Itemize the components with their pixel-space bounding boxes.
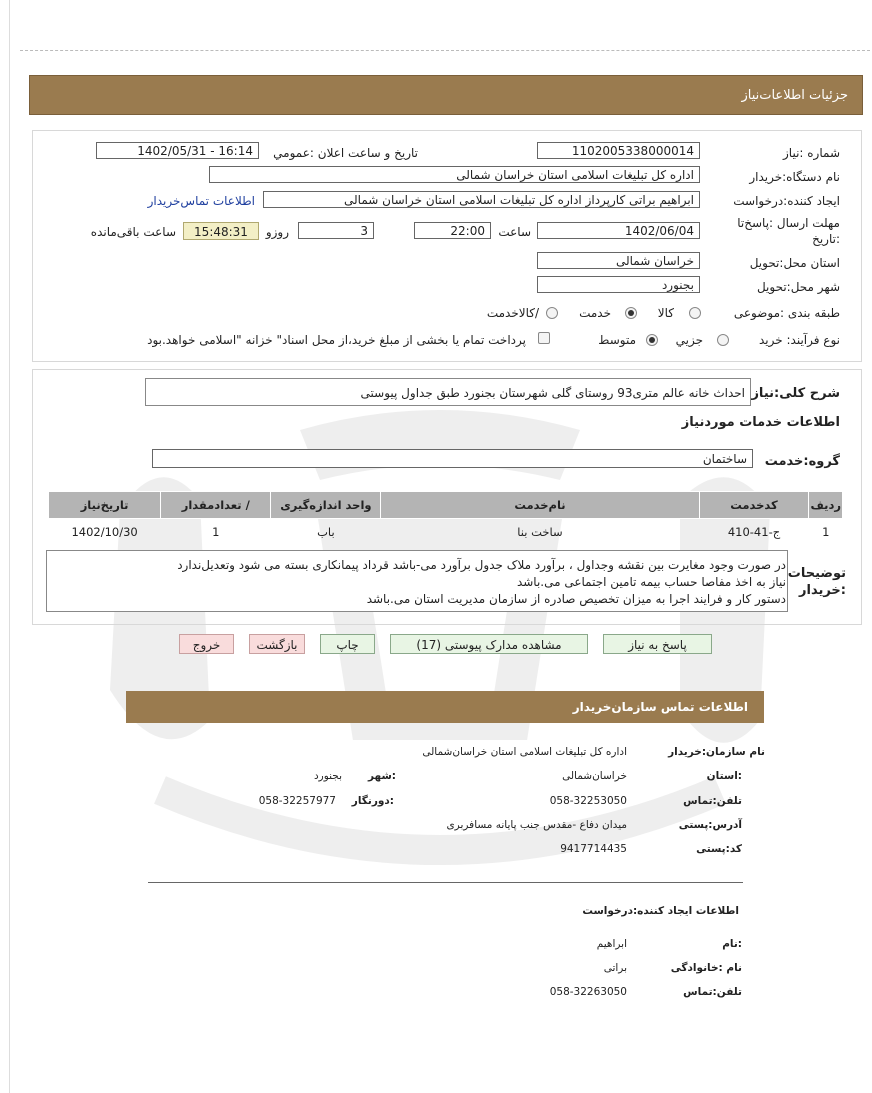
row-index-cell: 1 (809, 519, 843, 546)
treasury-payment-label: پرداخت تمام یا بخشی از مبلغ خرید،از محل اسناد" خزانه "اسلامی خواهد.بود (147, 333, 526, 347)
buyer-org-field: اداره کل تبلیغات اسلامی استان خراسان شمالی (209, 166, 700, 183)
buyer-notes-label-2: :خریدار (799, 583, 846, 598)
category-service-radio[interactable] (625, 307, 637, 319)
creator-family-label: نام :خانوادگی (670, 962, 742, 974)
process-small-radio[interactable] (717, 334, 729, 346)
services-title: اطلاعات خدمات موردنیاز (681, 415, 840, 430)
contact-postal-label: کد:پستی (696, 843, 742, 855)
announce-date-field: 1402/05/31 - 16:14 (96, 142, 259, 159)
deadline-label-1: مهلت ارسال :پاسخ‌تا (737, 216, 840, 230)
delivery-city-field: بجنورد (537, 276, 700, 293)
creator-phone-value: 058-32263050 (549, 986, 627, 998)
buyer-org-label: نام دستگاه:خریدار (749, 170, 840, 184)
col-unit-header: واحد اندازه‌گیری (271, 492, 381, 519)
contact-phone-value: 058-32253050 (549, 795, 627, 807)
page-header (29, 75, 863, 115)
contact-address-value: میدان دفاع -مقدس جنب پایانه مسافربری (446, 819, 627, 831)
contact-section-header (126, 691, 764, 723)
contact-province-label: :استان (706, 770, 742, 782)
category-both-label: /کالاخدمت (486, 306, 539, 320)
category-goods-label: کالا (657, 306, 674, 320)
buyer-note-3: دستور کار و فرایند اجرا به میزان تخصیص صادره از سازمان مدیریت استان می.باشد (366, 592, 786, 606)
col-date-header: تاریخ‌نیاز (49, 492, 161, 519)
view-documents-button[interactable]: مشاهده مدارک پیوستی (17) (390, 634, 588, 654)
contact-fax-value: 058-32257977 (258, 795, 336, 807)
buyer-notes-label-1: توضیحات (787, 566, 846, 581)
remaining-label: ساعت باقی‌مانده (90, 225, 176, 239)
contact-province-value: خراسان‌شمالی (562, 770, 627, 782)
summary-label: شرح کلی:نیاز (751, 386, 840, 401)
deadline-hour-label: ساعت (498, 225, 531, 239)
process-medium-label: متوسط (598, 333, 636, 347)
process-small-label: جزیي (675, 333, 703, 347)
deadline-time-field: 22:00 (414, 222, 491, 239)
category-service-label: خدمت (579, 306, 611, 320)
creator-phone-label: تلفن:تماس (683, 986, 742, 998)
exit-button[interactable]: خروج (179, 634, 234, 654)
service-code-cell: ج-41-410 (699, 519, 809, 546)
process-type-label: نوع فرآیند: خرید (759, 333, 840, 347)
contact-section-title: اطلاعات تماس سازمان‌خریدار (572, 700, 748, 714)
col-name-header: نام‌خدمت (381, 492, 699, 519)
category-goods-radio[interactable] (689, 307, 701, 319)
creator-name-label: :نام (722, 938, 742, 950)
print-button[interactable]: چاپ (320, 634, 375, 654)
need-info-panel (32, 130, 862, 362)
back-button[interactable]: بازگشت (249, 634, 305, 654)
service-name-cell: ساخت بنا (381, 519, 699, 546)
days-label: روزو (265, 225, 289, 239)
delivery-province-field: خراسان شمالی (537, 252, 700, 269)
col-qty-header: / تعدادمقدار (161, 492, 271, 519)
process-medium-radio[interactable] (646, 334, 658, 346)
contact-city-value: بجنورد (313, 770, 342, 782)
col-code-header: کدخدمت (699, 492, 809, 519)
left-border (9, 0, 10, 1093)
creator-family-value: براتی (603, 962, 627, 974)
creator-field: ابراهیم براتی کارپرداز اداره کل تبلیغات اسلامی استان خراسان شمالی (263, 191, 700, 208)
contact-fax-label: :دورنگار (351, 795, 394, 807)
reply-button[interactable]: پاسخ به نیاز (603, 634, 712, 654)
need-date-cell: 1402/10/30 (49, 519, 161, 546)
contact-org-label: نام سازمان:خریدار (668, 746, 765, 758)
quantity-cell: 1 (161, 519, 271, 546)
buyer-note-2: نیاز به اخذ مفاصا حساب بیمه تامین اجتماعی می.باشد (516, 575, 786, 589)
creator-label: ایجاد کننده:درخواست (733, 194, 840, 208)
col-row-header: ردیف (809, 492, 843, 519)
contact-phone-label: تلفن:تماس (683, 795, 742, 807)
remaining-timer: 15:48:31 (183, 222, 259, 240)
services-table (48, 491, 843, 545)
services-table-header (49, 492, 843, 519)
delivery-city-label: شهر محل:تحویل (756, 280, 840, 294)
treasury-payment-checkbox[interactable] (538, 332, 550, 344)
creator-info-title: اطلاعات ایجاد کننده:درخواست (582, 905, 739, 917)
days-field: 3 (298, 222, 374, 239)
contact-org-value: اداره کل تبلیغات اسلامی استان خراسان‌شمالی (422, 746, 627, 758)
need-number-label: شماره :نیاز (783, 146, 840, 160)
announce-date-label: تاریخ و ساعت اعلان :عمومي (273, 146, 418, 160)
creator-name-value: ابراهیم (596, 938, 627, 950)
summary-field: احداث خانه عالم متری93 روستای گلی شهرستان بجنورد طبق جداول پیوستی (145, 378, 751, 406)
contact-postal-value: 9417714435 (560, 843, 627, 855)
contact-city-label: :شهر (368, 770, 396, 782)
contact-divider (148, 882, 743, 883)
delivery-province-label: استان محل:تحویل (749, 256, 840, 270)
breadcrumb[interactable]: جزئیات اطلاعات‌نیاز (741, 88, 848, 103)
category-both-radio[interactable] (546, 307, 558, 319)
top-divider (20, 50, 870, 51)
category-label: طبقه بندی :موضوعی (733, 306, 840, 320)
deadline-label-2: :تاریخ (812, 232, 840, 246)
need-number-field: 1102005338000014 (537, 142, 700, 159)
contact-address-label: آدرس:پستی (678, 819, 742, 831)
table-row (49, 519, 843, 546)
unit-cell: باب (271, 519, 381, 546)
buyer-contact-link[interactable]: اطلاعات تماس‌خریدار (147, 194, 255, 208)
service-group-field: ساختمان (152, 449, 753, 468)
service-group-label: گروه:خدمت (764, 454, 840, 469)
buyer-note-1: در صورت وجود مغایرت بین نقشه وجداول ، برآورد ملاک جدول برآورد می-باشد قرداد پیمانکاری بسته می شود وتعدیل‌ندارد (177, 558, 786, 572)
deadline-date-field: 1402/06/04 (537, 222, 700, 239)
